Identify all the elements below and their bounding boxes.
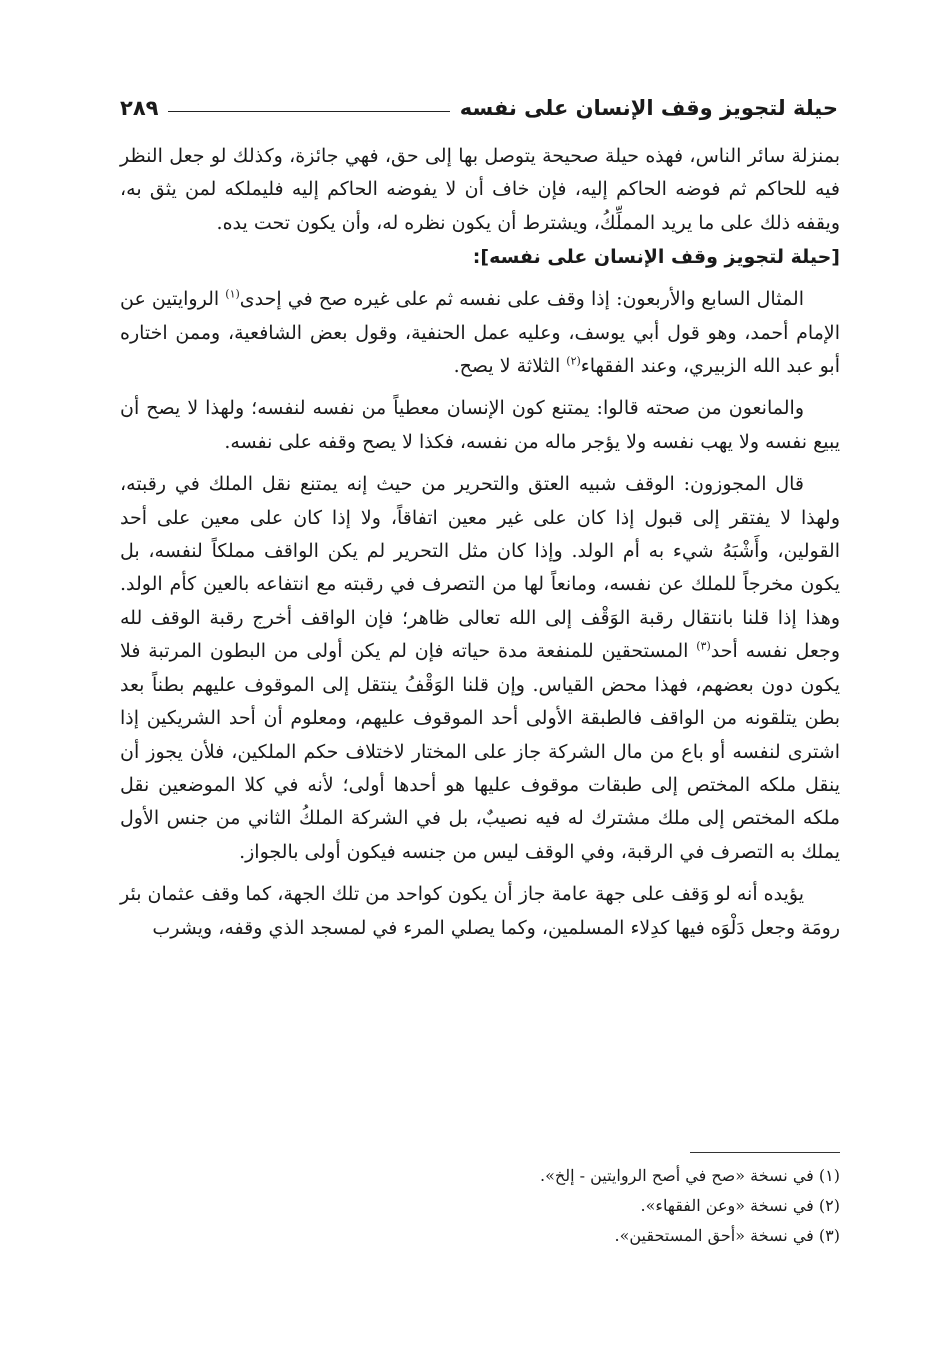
paragraph-2-text-a: المثال السابع والأربعون: إذا وقف على نفسه ثم على غيره صح في إحدى	[239, 288, 804, 311]
paragraph-1: بمنزلة سائر الناس، فهذه حيلة صحيحة يتوصل بها إلى حق، فهي جائزة، وكذلك لو جعل النظر فيه للحاكم ثم فوضه الحاكم إليه، فإن خاف أن لا يفوضه الحاكم إليه فليملكه لمن يثق به، ويقفه ذلك على ما يريد المملِّكُ، ويشترط أن يكون نظره له، وأن يكون تحت يده.	[120, 145, 840, 234]
body-text	[120, 140, 840, 945]
footnote-ref-1: (١)	[225, 287, 240, 301]
header-rule	[168, 111, 449, 112]
footnote-1: (١) في نسخة «صح في أصح الروايتين - إلخ».	[540, 1166, 840, 1185]
footnote-ref-2: (٢)	[566, 354, 581, 368]
paragraph-4-text-b: المستحقين للمنفعة مدة حياته فإن لم يكن أولى من البطون المرتبة فلا يكون دون بعضهم، فهذا محض القياس. وإن قلنا الوَقْفُ ينتقل إلى الموقوف عليهم بطناً بعد بطن يتلقونه من الواقف فالطبقة الأولى أحد الموقوف عليهم، ومعلوم أن أحد الشريكين إذا اشترى لنفسه أو باع من مال الشركة جاز على المختار لاختلاف حكم الملكين، فلأن يجوز أن ينقل ملكه المختص إلى طبقات موقوف عليها هو أحدها أولى؛ لأنه في كلا الموضعين نقل ملكه المختص إلى ملك مشترك له فيه نصيبٌ، بل في الشركة الملكُ الثاني من جنس الأول يملك به التصرف في الرقبة، وفي الوقف ليس من جنسه فيكون أولى بالجواز.	[120, 640, 840, 863]
footnote-rule	[690, 1152, 840, 1153]
paragraph-5: يؤيده أنه لو وَقف على جهة عامة جاز أن يكون كواحد من تلك الجهة، كما وقف عثمان بئر رومَة وجعل دَلْوَه فيها كدِلاء المسلمين، وكما يصلي المرء في لمسجد الذي وقفه، ويشرب	[120, 883, 840, 939]
paragraph-2	[120, 283, 840, 383]
page-header	[120, 86, 838, 120]
running-title: حيلة لتجويز وقف الإنسان على نفسه	[459, 96, 838, 120]
page-number: ٢٨٩	[120, 96, 159, 120]
footnotes	[120, 1152, 840, 1251]
paragraph-2-text-b: الروايتين عن الإمام أحمد، وهو قول أبي يوسف، وعليه عمل الحنفية، وقول بعض الشافعية، وممن اختاره أبو عبد الله الزبيري، وعند الفقهاء	[120, 288, 840, 378]
section-heading: [حيلة لتجويز وقف الإنسان على نفسه]:	[472, 246, 840, 269]
footnote-2: (٢) في نسخة «وعن الفقهاء».	[640, 1196, 840, 1215]
footnote-ref-3: (٣)	[696, 639, 711, 653]
paragraph-3: والمانعون من صحته قالوا: يمتنع كون الإنسان معطياً من نفسه لنفسه؛ ولهذا لا يصح أن يبيع نفسه ولا يهب نفسه ولا يؤجر ماله من نفسه، فكذا لا يصح وقفه على نفسه.	[120, 397, 840, 453]
paragraph-2-text-c: الثلاثة لا يصح.	[453, 355, 567, 378]
paragraph-4-text-a: قال المجوزون: الوقف شبيه العتق والتحرير من حيث إنه يمتنع نقل الملك في رقبته، ولهذا لا يفتقر إلى قبول إذا كان على غير معين اتفاقاً، ولا إذا كان على معين على أحد القولين، وأَشْبَهُ شيء به أم الولد. وإذا كان مثل التحرير لم يكن الواقف مملكاً لنفسه، بل يكون مخرجاً للملك عن نفسه، ومانعاً لها من التصرف في رقبته مع انتفاعه بالعين كأم الولد. وهذا إذا قلنا بانتقال رقبة الوَقْف إلى الله تعالى ظاهر؛ فإن الواقف أخرج رقبة الوقف لله وجعل نفسه أحد	[120, 473, 840, 663]
paragraph-4	[120, 468, 840, 869]
footnote-3: (٣) في نسخة «أحق المستحقين».	[614, 1226, 840, 1245]
